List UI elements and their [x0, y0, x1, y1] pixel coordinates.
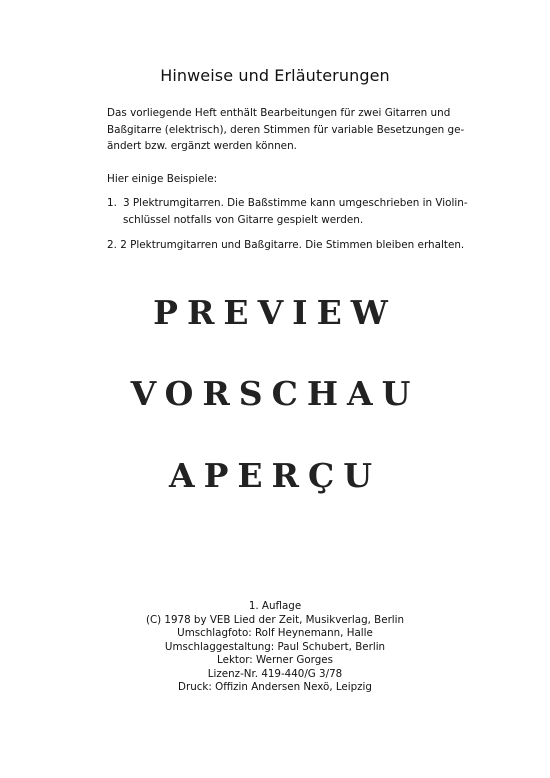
imprint-cover-design: Umschlaggestaltung: Paul Schubert, Berlin [164, 640, 386, 653]
list-item-line: schlüssel notfalls von Gitarre gespielt werden. [123, 213, 364, 226]
examples-list [107, 195, 468, 228]
page-heading: Hinweise und Erläuterungen [160, 66, 390, 85]
intro-line: Das vorliegende Heft enthält Bearbeitungen für zwei Gitarren und [107, 107, 451, 119]
imprint-license: Lizenz-Nr. 419-440/G 3/78 [207, 667, 343, 680]
imprint-cover-photo: Umschlagfoto: Rolf Heynemann, Halle [177, 627, 373, 639]
intro-paragraph [107, 105, 465, 155]
imprint-copyright: (C) 1978 by VEB Lied der Zeit, Musikverlag, Berlin [145, 613, 405, 626]
truncated-text: 2. 2 Plektrumgitarren und Baßgitarre. Die Stimmen bleiben erhalten. [107, 239, 465, 251]
watermark-vorschau: VORSCHAU [130, 374, 420, 413]
examples-label-text: Hier einige Beispiele: [107, 173, 218, 185]
watermark-preview: PREVIEW [153, 293, 397, 332]
examples-label [107, 171, 443, 188]
imprint-block [0, 600, 550, 695]
imprint-editor: Lektor: Werner Gorges [217, 654, 333, 666]
list-item-number: 1. [107, 197, 117, 209]
intro-line: Baßgitarre (elektrisch), deren Stimmen für variable Besetzungen ge- [107, 123, 465, 136]
intro-line: ändert bzw. ergänzt werden können. [107, 140, 297, 152]
watermark-apercu: APERÇU [168, 456, 382, 495]
imprint-printer: Druck: Offizin Andersen Nexö, Leipzig [178, 681, 372, 693]
imprint-edition: 1. Auflage [248, 600, 302, 612]
list-item [107, 195, 468, 228]
truncated-text-line [107, 236, 465, 251]
list-item-line: 3 Plektrumgitarren. Die Baßstimme kann umgeschrieben in Violin- [123, 197, 468, 209]
